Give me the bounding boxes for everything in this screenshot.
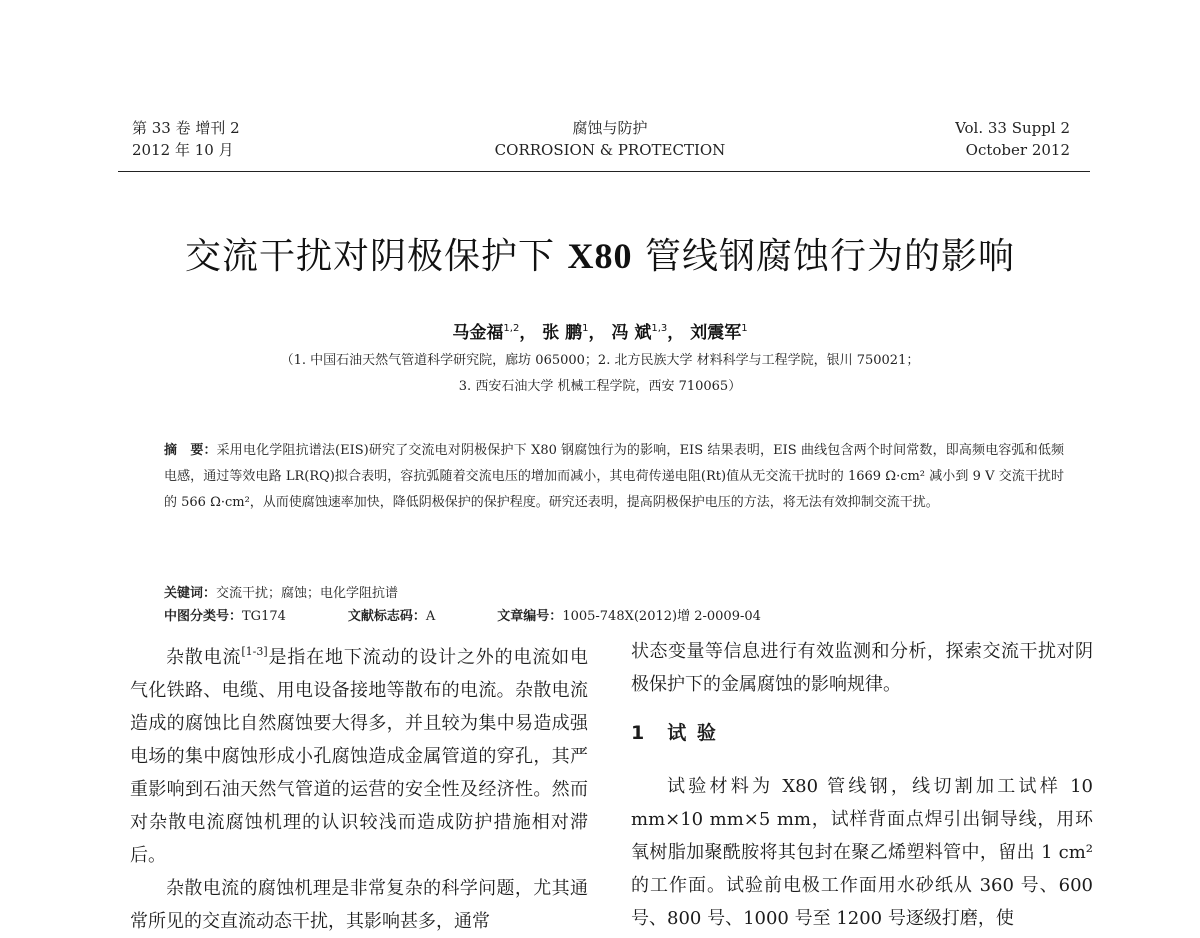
section-heading: 1 试 验 bbox=[631, 722, 718, 744]
publication-date: 2012 年 10 月 bbox=[132, 141, 234, 159]
title-prefix: 交流干扰对阴极保护下 bbox=[185, 236, 568, 277]
article-number-value: 1005-748X(2012)增 2-0009-04 bbox=[562, 609, 761, 624]
author-affiliation-mark: 1,2 bbox=[503, 323, 520, 334]
journal-volume-en bbox=[880, 117, 1070, 161]
affiliation-line-1: （1. 中国石油天然气管道科学研究院，廊坊 065000；2. 北方民族大学 材料科学与工程学院，银川 750021； bbox=[280, 353, 920, 368]
paragraph: 状态变量等信息进行有效监测和分析，探索交流干扰对阴极保护下的金属腐蚀的影响规律。 bbox=[631, 641, 1093, 695]
date-en: October 2012 bbox=[965, 141, 1070, 159]
body-column-left bbox=[130, 635, 589, 932]
affiliation-line-2: 3. 西安石油大学 机械工程学院，西安 710065） bbox=[458, 379, 742, 394]
classification-row bbox=[164, 605, 761, 628]
volume-en: Vol. 33 Suppl 2 bbox=[955, 119, 1070, 137]
author-affiliation-mark: 1,3 bbox=[651, 323, 668, 334]
abstract-block bbox=[164, 438, 1064, 516]
author-name: 张 鹏 bbox=[542, 323, 583, 343]
keywords-classification-block bbox=[164, 582, 761, 628]
author-affiliation-mark: 1 bbox=[582, 323, 589, 334]
title-suffix: 管线钢腐蚀行为的影响 bbox=[632, 236, 1015, 277]
citation-ref: [1-3] bbox=[241, 645, 268, 658]
article-number-label: 文章编号： bbox=[497, 609, 563, 624]
keywords-row bbox=[164, 582, 761, 605]
paragraph-text: 是指在地下流动的设计之外的电流如电气化铁路、电缆、用电设备接地等散布的电流。杂散电流造成的腐蚀比自然腐蚀要大得多，并且较为集中易造成强电场的集中腐蚀形成小孔腐蚀造成金属管道的穿孔，其严重影响到石油天然气管道的运营的安全性及经济性。然而对杂散电流腐蚀机理的认识较浅而造成防护措施相对滞后。 bbox=[130, 647, 589, 866]
body-column-right bbox=[631, 635, 1093, 929]
keywords-text: 交流干扰；腐蚀；电化学阻抗谱 bbox=[216, 586, 399, 601]
clc-value: TG174 bbox=[242, 609, 286, 624]
clc-label: 中图分类号： bbox=[164, 609, 243, 624]
paper-title bbox=[60, 228, 1140, 279]
author-separator: ， bbox=[667, 323, 685, 343]
paragraph: 试验材料为 X80 管线钢，线切割加工试样 10 mm×10 mm×5 mm，试样背面点焊引出铜导线，用环氧树脂加聚酰胺将其包封在聚乙烯塑料管中，留出 1 cm² 的工作面。试验前电极工作面用水砂纸从 360 号、600 号、800 号、1000 号至 1200 号逐级打磨，使 bbox=[631, 776, 1093, 929]
journal-name-cn: 腐蚀与防护 bbox=[572, 119, 648, 137]
doc-code-value: A bbox=[425, 609, 436, 624]
author-name: 冯 斌 bbox=[611, 323, 652, 343]
paragraph-lead: 杂散电流 bbox=[166, 647, 242, 668]
author-separator: ， bbox=[519, 323, 537, 343]
title-steel-grade: X80 bbox=[567, 236, 633, 276]
author-separator: ， bbox=[588, 323, 606, 343]
keywords-label: 关键词： bbox=[164, 586, 217, 601]
author-affiliation-mark: 1 bbox=[741, 323, 748, 334]
abstract-text: 采用电化学阻抗谱法(EIS)研究了交流电对阴极保护下 X80 钢腐蚀行为的影响，EIS 结果表明，EIS 曲线包含两个时间常数，即高频电容弧和低频电感，通过等效电路 LR(RQ)拟合表明，容抗弧随着交流电压的增加而减小，其电荷传递电阻(Rt)值从无交流干扰时的 1669 Ω·cm² 减小到 9 V 交流干扰时的 566 Ω·cm²，从而使腐蚀速率加快，降低阴极保护的保护程度。研究还表明，提高阴极保护电压的方法，将无法有效抑制交流干扰。 bbox=[164, 443, 1064, 510]
journal-name bbox=[430, 117, 790, 161]
doc-code-label: 文献标志码： bbox=[347, 609, 426, 624]
journal-name-en: CORROSION & PROTECTION bbox=[494, 141, 726, 159]
author-list bbox=[300, 318, 900, 343]
abstract-label: 摘 要： bbox=[164, 443, 217, 458]
journal-volume-info bbox=[132, 117, 240, 161]
paragraph bbox=[130, 635, 588, 872]
volume-issue: 第 33 卷 增刊 2 bbox=[132, 119, 240, 137]
paragraph: 杂散电流的腐蚀机理是非常复杂的科学问题，尤其通常所见的交直流动态干扰，其影响甚多，通常 bbox=[130, 878, 588, 932]
author-name: 马金福 bbox=[452, 323, 504, 343]
author-name: 刘震军 bbox=[690, 323, 742, 343]
header-rule bbox=[118, 171, 1090, 172]
